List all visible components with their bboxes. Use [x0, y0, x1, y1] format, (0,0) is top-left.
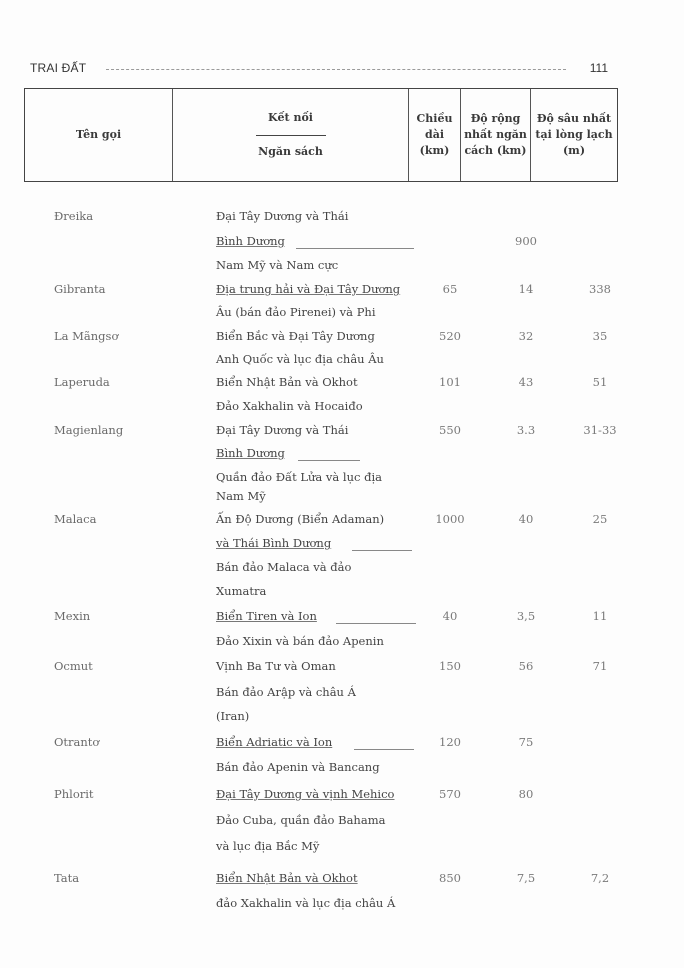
row-length: 850: [439, 871, 461, 885]
row-length: 570: [439, 787, 461, 801]
header-separates-label: Ngăn sách: [258, 145, 323, 158]
row-name: Otrantơ: [54, 735, 100, 749]
row-separate-line: và lục địa Bắc Mỹ: [216, 839, 320, 853]
row-width: 56: [518, 659, 534, 673]
row-separate-line: (Iran): [216, 709, 250, 723]
row-length: 101: [439, 375, 461, 389]
row-connect-line: và Thái Bình Dương: [216, 536, 332, 550]
row-width: 32: [518, 329, 534, 343]
row-name: Đreika: [54, 209, 94, 223]
row-separate-line: Bán đảo Arập và châu Á: [216, 685, 356, 699]
row-connect-line: Đại Tây Dương và vịnh Mehico: [216, 787, 395, 801]
row-separate-line: Nam Mỹ: [216, 489, 266, 503]
row-width: 7,5: [516, 871, 536, 885]
row-width: 75: [518, 735, 534, 749]
row-name: Gibranta: [54, 282, 106, 296]
underline-trail: [296, 248, 414, 249]
row-name: Magienlang: [54, 423, 124, 437]
row-width: 14: [518, 282, 534, 296]
running-head-title: TRAI ĐẤT: [30, 61, 87, 75]
row-length: 120: [439, 735, 461, 749]
row-connect-line: Biển Nhật Bản và Okhot: [216, 375, 358, 389]
header-width-label: Độ rộng nhất ngăn cách (km): [464, 112, 527, 157]
row-separate-line: Âu (bán đảo Pirenei) và Phi: [216, 305, 376, 319]
row-length: 1000: [435, 512, 465, 526]
row-width: 900: [515, 234, 537, 248]
row-separate-line: Đảo Xakhalin và Hocaiđo: [216, 399, 363, 413]
row-separate-line: Đảo Cuba, quần đảo Bahama: [216, 813, 386, 827]
row-connect-line: Địa trung hải và Đại Tây Dương: [216, 282, 401, 296]
page-number: 111: [589, 61, 608, 75]
row-connect-line: Biển Bắc và Đại Tây Dương: [216, 329, 375, 343]
row-name: Tata: [54, 871, 80, 885]
underline-trail: [298, 460, 360, 461]
row-length: 550: [439, 423, 461, 437]
row-depth: 25: [592, 512, 608, 526]
row-separate-line: đảo Xakhalin và lục địa châu Á: [216, 896, 396, 910]
row-separate-line: Anh Quốc và lục địa châu Âu: [216, 352, 384, 366]
row-name: Mexin: [54, 609, 91, 623]
row-depth: 338: [589, 282, 611, 296]
row-name: Malaca: [54, 512, 97, 526]
row-depth: 31-33: [583, 423, 617, 437]
underline-trail: [352, 550, 412, 551]
row-separate-line: Nam Mỹ và Nam cực: [216, 258, 339, 272]
row-connect-line: Biển Nhật Bản và Okhot: [216, 871, 358, 885]
row-separate-line: Bán đảo Malaca và đảo: [216, 560, 352, 574]
row-name: Phlorit: [54, 787, 94, 801]
row-name: Laperuda: [54, 375, 110, 389]
row-depth: 51: [592, 375, 608, 389]
row-connect-line: Đại Tây Dương và Thái: [216, 209, 349, 223]
row-connect-line: Biển Tiren và Ion: [216, 609, 317, 623]
row-connect-line: Biển Adriatic và Ion: [216, 735, 333, 749]
underline-trail: [354, 749, 414, 750]
header-length-label: Chiều dài (km): [416, 112, 453, 157]
row-connect-line: Đại Tây Dương và Thái: [216, 423, 349, 437]
row-width: 80: [518, 787, 534, 801]
row-length: 150: [439, 659, 461, 673]
row-connect-line: Vịnh Ba Tư và Oman: [216, 659, 336, 673]
row-width: 40: [518, 512, 534, 526]
row-separate-line: Xumatra: [216, 584, 267, 598]
row-width: 3.3: [516, 423, 536, 437]
row-name: La Mãngsơ: [54, 329, 119, 343]
row-depth: 7,2: [590, 871, 610, 885]
row-length: 520: [439, 329, 461, 343]
header-name-label: Tên gọi: [75, 128, 122, 142]
row-name: Ocmut: [54, 659, 93, 673]
row-length: 65: [442, 282, 458, 296]
row-connect-line: Bình Dương: [216, 234, 285, 248]
row-separate-line: Đảo Xixin và bán đảo Apenin: [216, 634, 384, 648]
row-depth: 35: [592, 329, 608, 343]
header-connects-label: Kết nối: [268, 111, 313, 125]
row-connect-line: Bình Dương: [216, 446, 285, 460]
row-depth: 11: [592, 609, 608, 623]
row-separate-line: Bán đảo Apenin và Bancang: [216, 760, 380, 774]
row-depth: 71: [592, 659, 608, 673]
row-width: 43: [518, 375, 534, 389]
row-connect-line: Ấn Độ Dương (Biển Adaman): [216, 512, 385, 526]
header-depth-label: Độ sâu nhất tại lòng lạch (m): [535, 112, 613, 157]
underline-trail: [336, 623, 416, 624]
row-width: 3,5: [516, 609, 536, 623]
row-separate-line: Quần đảo Đất Lửa và lục địa: [216, 470, 382, 484]
row-length: 40: [442, 609, 458, 623]
